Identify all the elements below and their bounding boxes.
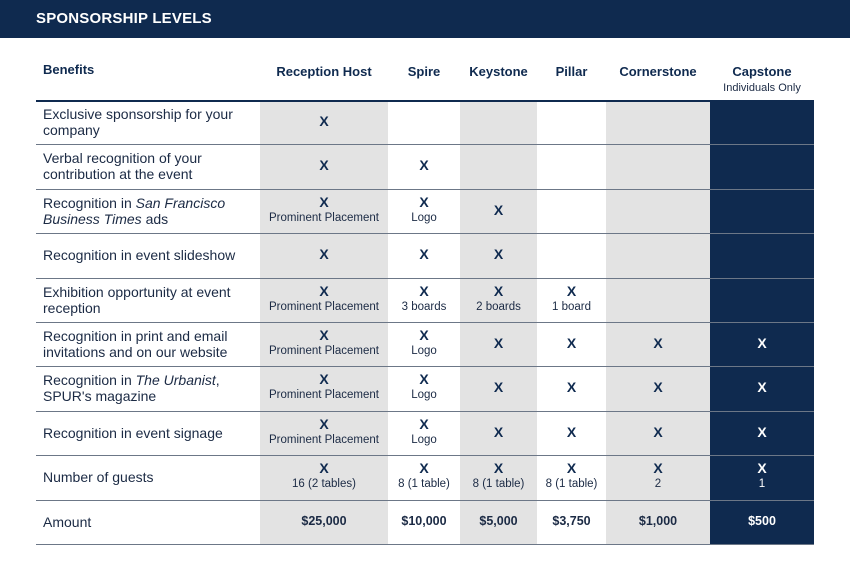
check-mark: X [493,201,504,218]
benefit-cell [460,144,537,188]
amount-cell [710,500,814,544]
benefit-label [43,189,258,233]
check-mark: X [319,193,329,210]
benefit-note: Logo [411,211,437,224]
column-header-subtitle: Individuals Only [723,82,801,94]
check-mark: X [493,423,504,440]
column-header-label: Reception Host [276,64,372,79]
benefit-cell [260,189,388,233]
benefit-note: Prominent Placement [269,211,379,224]
benefit-cell [460,322,537,366]
benefit-cell [537,455,606,499]
column-header-spire [388,52,460,100]
amount-value: $10,000 [401,513,447,528]
header-banner [0,0,850,38]
benefit-cell [606,189,710,233]
check-mark: X [419,157,429,174]
benefit-label [43,278,258,322]
benefit-cell [710,455,814,499]
benefit-cell [460,366,537,410]
benefit-cell [606,233,710,277]
page-title: SPONSORSHIP LEVELS [36,10,212,27]
benefit-cell [260,322,388,366]
table-row [36,144,814,188]
benefit-cell [460,100,537,144]
check-mark: X [653,335,663,351]
table-row [36,100,814,144]
benefit-cell [260,278,388,322]
benefit-label-text: Verbal recognition of your contribution at the event [43,150,202,183]
benefit-note: Logo [411,433,437,446]
benefit-cell [460,233,537,277]
benefit-label-title: San Francisco Business Times [43,194,226,227]
benefit-cell [606,278,710,322]
benefit-cell [260,100,388,144]
benefit-label [43,322,258,366]
benefit-label [43,455,258,499]
benefit-label-text: Recognition in [43,372,136,389]
benefit-note: 8 (1 table) [545,478,598,491]
benefit-cell [710,322,814,366]
benefit-note: Prominent Placement [269,433,379,446]
benefit-note: Prominent Placement [269,300,379,313]
benefit-cell [537,278,606,322]
benefit-cell [710,233,814,277]
amount-value: $3,750 [552,513,591,528]
amount-value: $5,000 [479,513,518,528]
check-mark: X [319,157,329,174]
column-header-keystone [460,52,537,100]
benefit-cell [388,411,460,455]
column-header-reception-host [260,52,388,100]
benefit-label [43,144,258,188]
benefit-cell [606,411,710,455]
benefit-label [43,366,258,410]
benefit-cell [710,278,814,322]
benefit-note: 3 boards [401,300,447,313]
benefit-cell [460,189,537,233]
column-header-label: Keystone [469,64,528,79]
benefit-note: 1 [758,478,766,491]
benefit-note: 8 (1 table) [472,478,525,491]
check-mark: X [419,371,429,388]
check-mark: X [319,246,329,263]
bottom-divider [36,544,814,545]
benefit-cell [537,366,606,410]
benefit-cell [388,278,460,322]
check-mark: X [319,282,329,299]
check-mark: X [319,371,329,388]
benefit-label-title: The Urbanist [135,372,216,389]
benefit-label [43,411,258,455]
benefit-cell [606,366,710,410]
benefit-cell [388,455,460,499]
check-mark: X [653,423,663,440]
benefit-cell [388,366,460,410]
check-mark: X [566,335,577,351]
check-mark: X [757,379,767,396]
check-mark: X [419,193,429,210]
benefit-cell [606,455,710,499]
benefit-cell [537,189,606,233]
amount-row [36,500,814,544]
benefit-cell [460,455,537,499]
benefit-cell [388,144,460,188]
amount-value: $500 [748,513,776,528]
amount-label [43,500,258,544]
benefit-label-text: Number of guests [43,469,154,486]
check-mark: X [493,282,504,299]
amount-cell [606,500,710,544]
benefit-cell [710,366,814,410]
benefit-cell [260,366,388,410]
amount-cell [388,500,460,544]
benefit-cell [537,233,606,277]
column-header-cornerstone [606,52,710,100]
check-mark: X [419,415,429,432]
benefit-cell [606,100,710,144]
benefit-label-text: Exhibition opportunity at event reception [43,283,231,316]
check-mark: X [566,282,577,299]
benefit-cell [460,411,537,455]
check-mark: X [653,379,663,396]
benefit-note: Prominent Placement [269,345,379,357]
table-row [36,366,814,410]
benefit-label [43,100,258,144]
amount-cell [537,500,606,544]
check-mark: X [319,327,329,343]
check-mark: X [319,113,329,129]
check-mark: X [419,246,429,263]
table-row [36,455,814,499]
check-mark: X [493,379,504,396]
table-row [36,411,814,455]
table-row [36,278,814,322]
benefit-note: 1 board [551,300,591,313]
check-mark: X [493,246,504,263]
amount-value: $25,000 [301,513,347,528]
sponsorship-table [36,52,814,544]
column-header-label: Cornerstone [619,64,697,79]
check-mark: X [319,460,329,477]
benefit-label-text: Recognition in print and email invitations and on our website [43,328,228,360]
benefit-label [43,233,258,277]
benefit-cell [537,144,606,188]
benefit-cell [537,322,606,366]
benefit-cell [537,100,606,144]
benefit-note: 16 (2 tables) [292,478,356,491]
check-mark: X [653,460,663,477]
amount-value: $1,000 [638,513,678,528]
check-mark: X [566,423,577,440]
benefit-cell [606,322,710,366]
column-header-label: Pillar [555,64,588,79]
check-mark: X [566,460,577,477]
check-mark: X [566,379,577,396]
benefit-cell [460,278,537,322]
amount-cell [460,500,537,544]
benefit-cell [606,144,710,188]
table-row [36,189,814,233]
column-header-pillar [537,52,606,100]
benefit-note: 2 boards [476,300,521,313]
column-header-capstone [710,52,814,100]
benefit-label-text: Recognition in event slideshow [43,247,236,264]
benefit-cell [388,100,460,144]
benefit-cell [388,322,460,366]
benefit-cell [388,233,460,277]
check-mark: X [419,327,429,343]
benefit-cell [710,189,814,233]
benefit-cell [537,411,606,455]
benefit-cell [260,455,388,499]
benefit-note: Logo [411,389,437,402]
benefit-cell [388,189,460,233]
benefits-header: Benefits [43,62,95,77]
benefit-note: 8 (1 table) [398,478,450,491]
table-row [36,322,814,366]
amount-cell [260,500,388,544]
check-mark: X [493,335,504,351]
check-mark: X [493,460,504,477]
benefit-note: Logo [411,345,437,357]
column-header-label: Spire [407,64,441,79]
check-mark: X [757,423,767,440]
benefit-label-text: Recognition in [43,194,136,211]
column-header-label: Capstone [732,64,792,79]
check-mark: X [757,460,767,477]
benefit-cell [710,144,814,188]
benefit-cell [710,411,814,455]
check-mark: X [319,415,329,432]
table-row [36,233,814,277]
check-mark: X [419,282,429,299]
benefit-label-text: Recognition in event signage [43,424,223,441]
benefit-cell [260,144,388,188]
check-mark: X [757,335,767,351]
benefit-cell [710,100,814,144]
check-mark: X [419,460,429,477]
benefit-note: 2 [654,478,662,491]
benefit-label-text: , SPUR's magazine [43,372,220,405]
benefit-cell [260,233,388,277]
benefit-label-text: ads [141,210,169,227]
amount-label-text: Amount [43,513,92,530]
benefit-label-text: Exclusive sponsorship for your company [43,106,233,138]
benefit-note: Prominent Placement [269,389,379,402]
benefit-cell [260,411,388,455]
